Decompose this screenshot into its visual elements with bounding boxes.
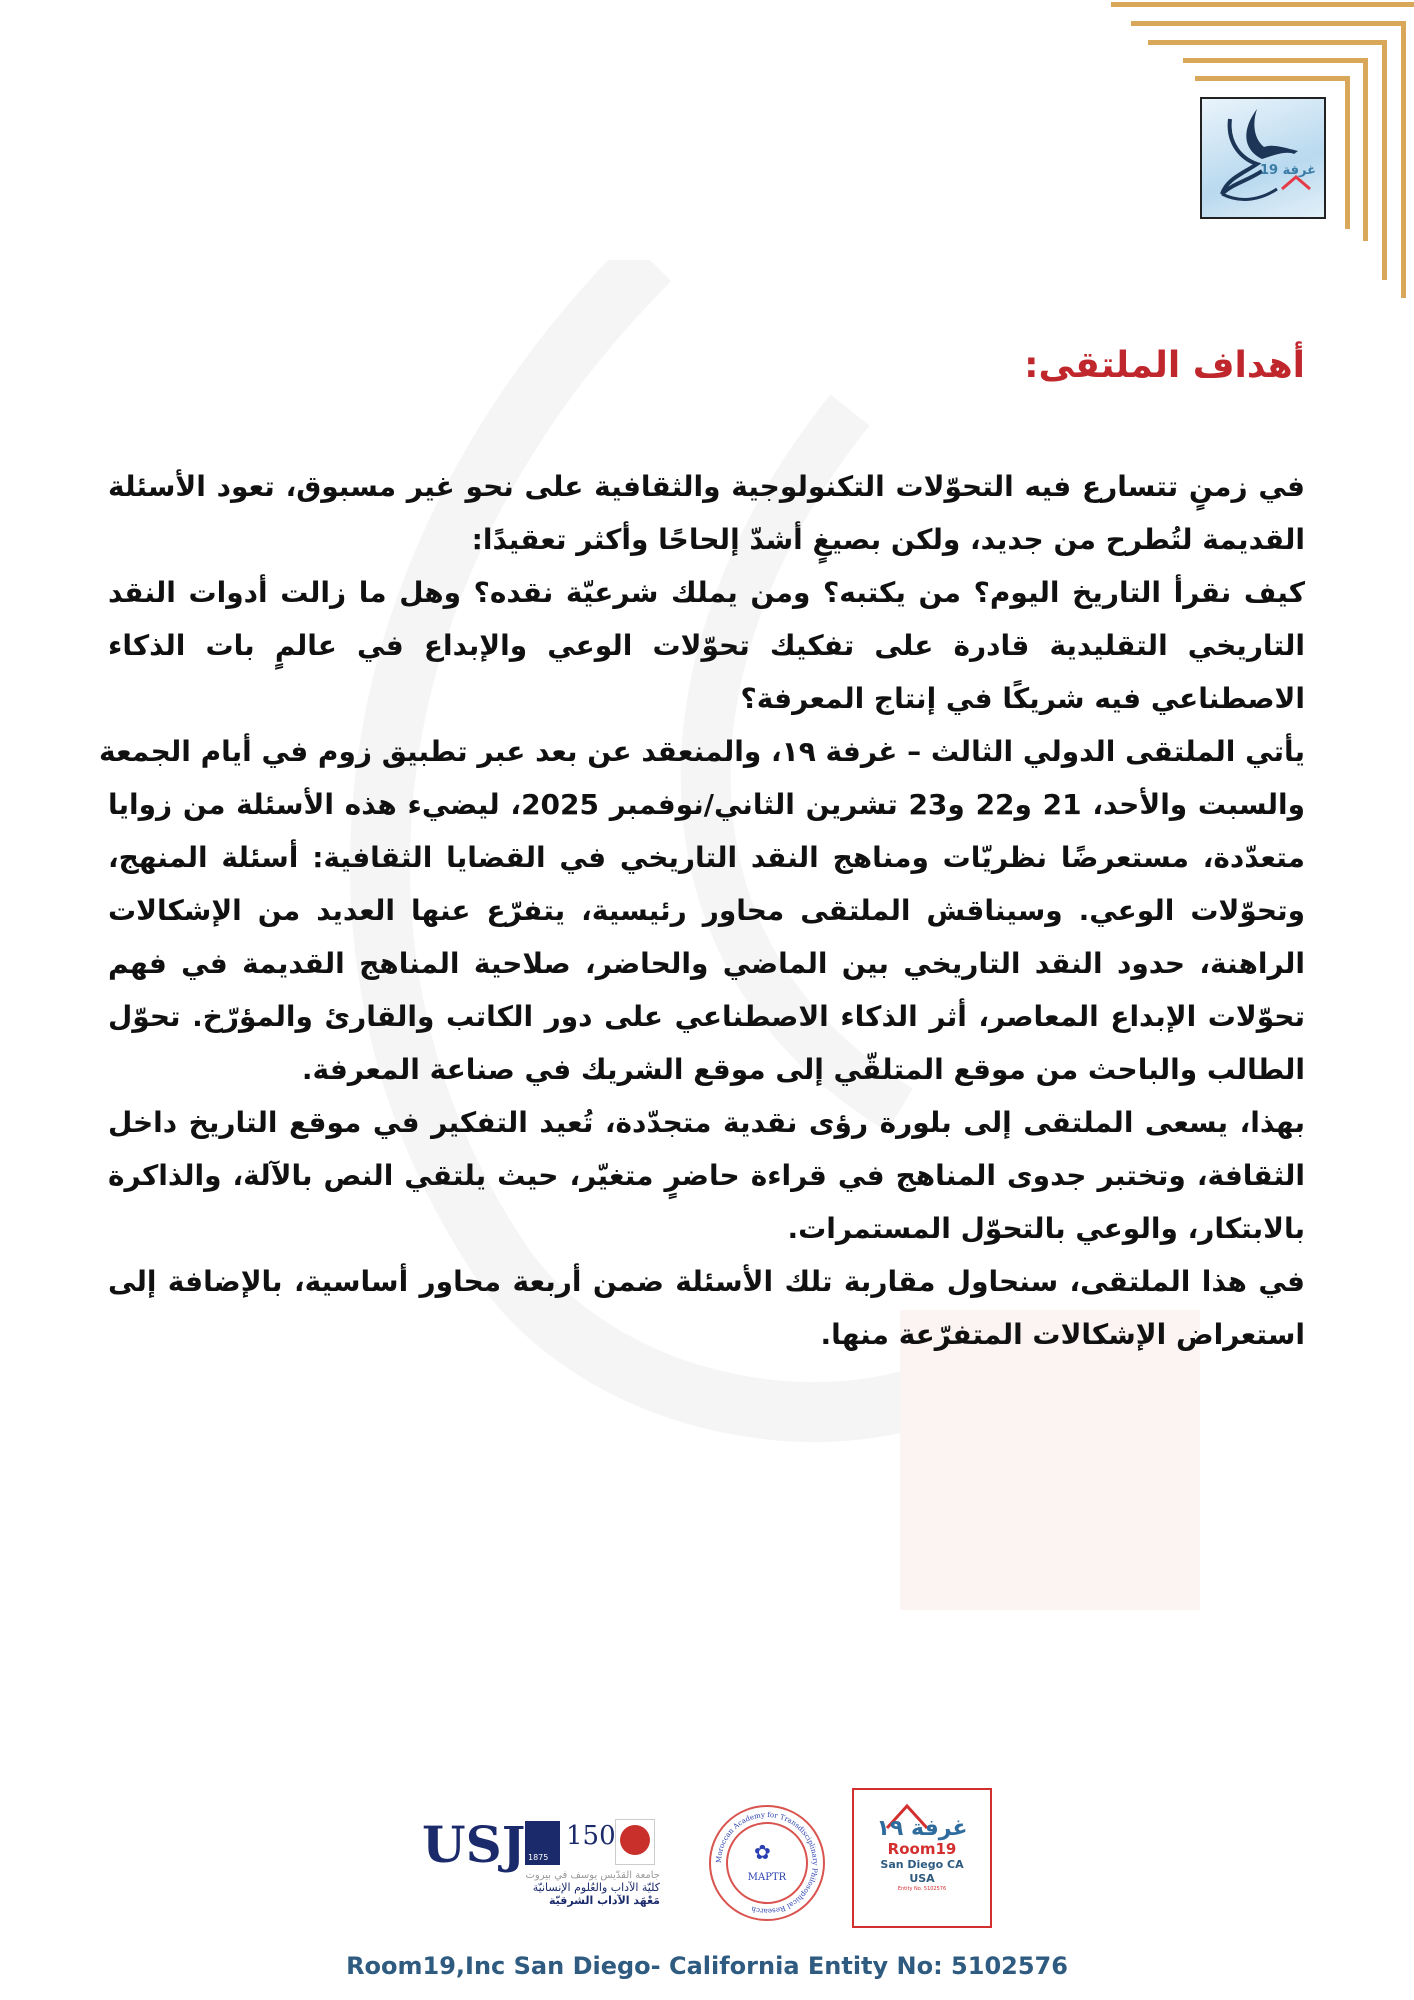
dove-icon [1202, 99, 1324, 217]
usj-acronym: USJ [422, 1815, 526, 1874]
room19-logo [852, 1788, 992, 1928]
paragraph-line: بهذا، يسعى الملتقى إلى بلورة رؤى نقدية متجدّدة، تُعيد التفكير في موقع التاريخ داخل [108, 1106, 1305, 1139]
paragraph-line: متعدّدة، مستعرضًا نظريّات ومناهج النقد التاريخي في القضايا الثقافية: أسئلة المنهج، [108, 841, 1305, 874]
room19-arabic: غرفة ١٩ [876, 1816, 968, 1841]
paragraph-line: يأتي الملتقى الدولي الثالث – غرفة ١٩، والمنعقد عن بعد عبر تطبيق زوم في أيام الجمعة [99, 735, 1305, 768]
usj-line-2: كليّة الآداب والعُلوم الإنسانيّة [532, 1881, 660, 1894]
paragraph-line: تحوّلات الإبداع المعاصر، أثر الذكاء الاصطناعي على دور الكاتب والقارئ والمؤرّخ. تحوّل [108, 1000, 1305, 1033]
maptr-ring-text: Moroccan Academy for Transdisciplinary Philosophical Research [714, 1810, 820, 1916]
paragraph-line: الطالب والباحث من موقع المتلقّي إلى موقع الشريك في صناعة المعرفة. [301, 1053, 1305, 1086]
body-text [99, 460, 1306, 1361]
room19-name: Room19 [887, 1840, 957, 1858]
room19-country: USA [909, 1872, 935, 1885]
paragraph-line: والسبت والأحد، 21 و22 و23 تشرين الثاني/نوفمبر 2025، ليضيء هذه الأسئلة من زوايا [108, 788, 1306, 821]
usj-year: 1875 [528, 1853, 549, 1862]
paragraph-line: بالابتكار، والوعي بالتحوّل المستمرات. [787, 1212, 1305, 1245]
usj-line-1: جامعة القدّيس يوسف في بيروت [525, 1870, 660, 1881]
paragraph-line: القديمة لتُطرح من جديد، ولكن بصيغٍ أشدّ إلحاحًا وأكثر تعقيدًا: [471, 523, 1305, 556]
usj-line-3: مَعْهَد الآداب الشرقيّة [548, 1894, 660, 1907]
paragraph-line: في هذا الملتقى، سنحاول مقاربة تلك الأسئلة ضمن أربعة محاور أساسية، بالإضافة إلى [108, 1265, 1305, 1298]
usj-logo [420, 1815, 680, 1955]
maptr-butterfly-icon: ✿ [754, 1840, 771, 1864]
paragraph-line: استعراض الإشكالات المتفرّعة منها. [820, 1318, 1305, 1351]
paragraph-line: في زمنٍ تتسارع فيه التحوّلات التكنولوجية والثقافية على نحو غير مسبوق، تعود الأسئلة [108, 470, 1305, 503]
corner-line-1 [1111, 2, 1414, 7]
room19-entity: Entity No. 5102576 [897, 1886, 947, 1892]
usj-150-badge: 150 [566, 1821, 616, 1851]
paragraph-line: الراهنة، حدود النقد التاريخي بين الماضي والحاضر، صلاحية المناهج القديمة في فهم [108, 947, 1305, 980]
paragraph-line: الاصطناعي فيه شريكًا في إنتاج المعرفة؟ [740, 682, 1305, 715]
paragraph-line: وتحوّلات الوعي. وسيناقش الملتقى محاور رئيسية، يتفرّع عنها العديد من الإشكالات [108, 894, 1305, 927]
maptr-logo [708, 1804, 826, 1922]
usj-seal-icon [615, 1819, 655, 1865]
paragraph-line: كيف نقرأ التاريخ اليوم؟ من يكتبه؟ ومن يملك شرعيّة نقده؟ وهل ما زالت أدوات النقد [108, 576, 1305, 609]
footer-text: Room19,Inc San Diego- California Entity No: 5102576 [346, 1952, 1068, 1980]
room19-city: San Diego CA [880, 1858, 964, 1871]
section-title: أهداف الملتقى: [1024, 345, 1305, 386]
maptr-name: MAPTR [747, 1872, 787, 1883]
logo-text: غرفة 19 [1260, 163, 1316, 178]
paragraph-line: الثقافة، وتختبر جدوى المناهج في قراءة حاضرٍ متغيّر، حيث يلتقي النص بالآلة، والذاكرة [108, 1159, 1305, 1192]
paragraph-line: التاريخي التقليدية قادرة على تفكيك تحوّلات الوعي والإبداع في عالمٍ بات الذكاء [108, 629, 1305, 662]
room19-dove-logo [1200, 97, 1326, 219]
